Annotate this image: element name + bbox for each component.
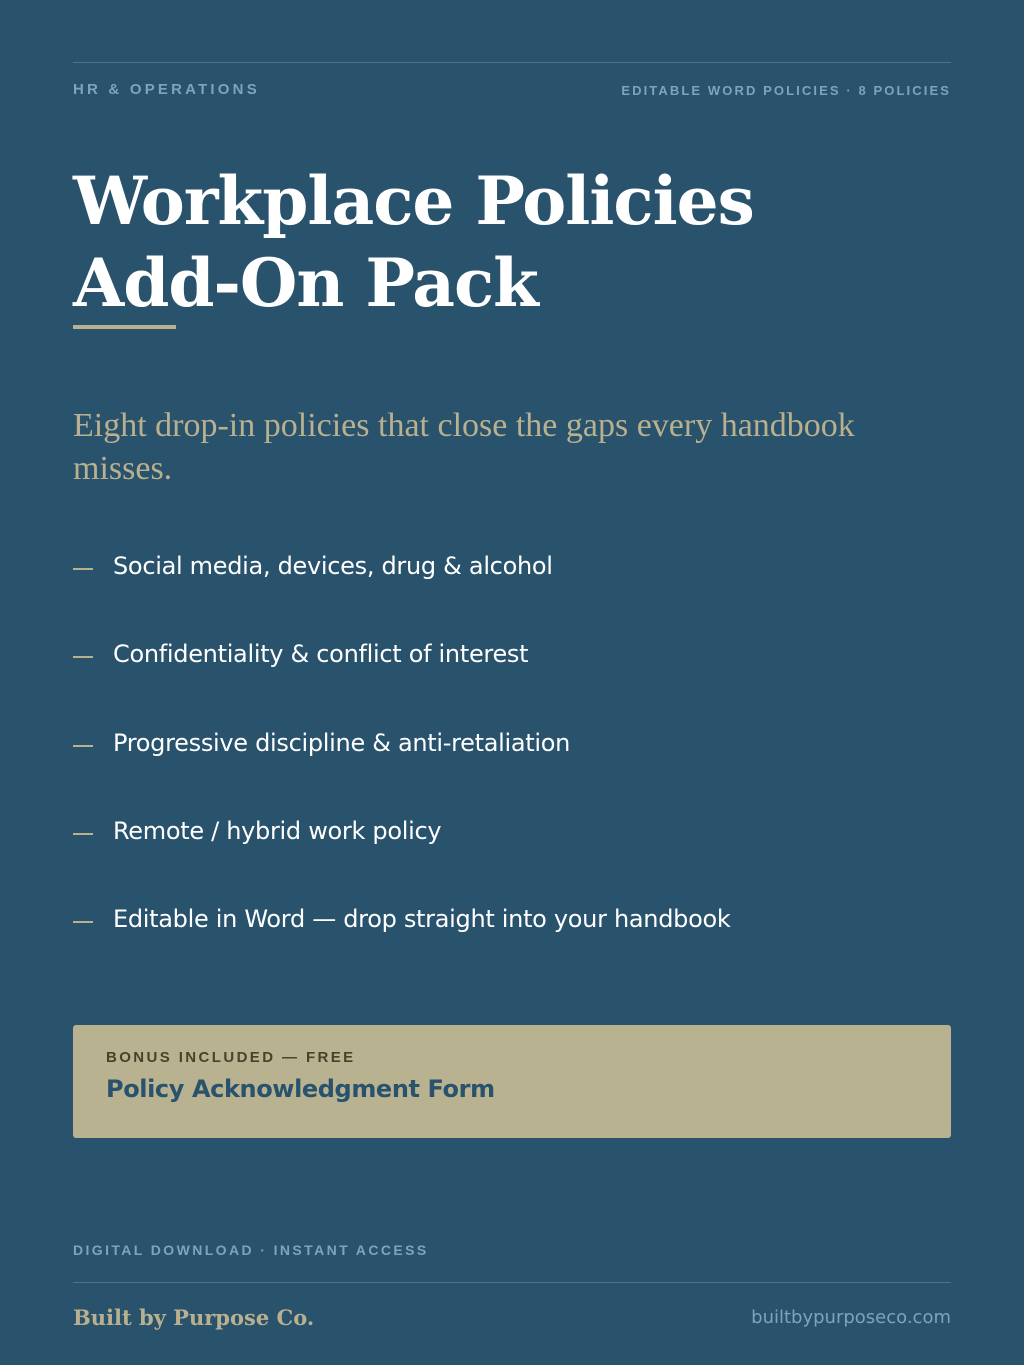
- format-eyebrow: EDITABLE WORD POLICIES · 8 POLICIES: [621, 83, 951, 98]
- product-cover: [73, 0, 951, 1365]
- title-line-1: Workplace Policies: [73, 162, 754, 240]
- title-line-2: Add-On Pack: [73, 244, 538, 322]
- dash-bullet-icon: [73, 921, 93, 923]
- feature-label: Confidentiality & conflict of interest: [113, 640, 529, 668]
- category-eyebrow: HR & OPERATIONS: [73, 81, 260, 98]
- access-note: DIGITAL DOWNLOAD · INSTANT ACCESS: [73, 1242, 429, 1258]
- dash-bullet-icon: [73, 833, 93, 835]
- bonus-callout: [73, 1025, 951, 1138]
- list-item: [73, 636, 951, 676]
- feature-label: Remote / hybrid work policy: [113, 817, 442, 845]
- brand-name: Built by Purpose Co.: [73, 1305, 315, 1330]
- title-underline-accent: [73, 325, 176, 329]
- list-item: [73, 813, 951, 853]
- feature-label: Social media, devices, drug & alcohol: [113, 552, 553, 580]
- bonus-eyebrow: BONUS INCLUDED — FREE: [106, 1049, 356, 1066]
- page-title: [73, 160, 754, 324]
- dash-bullet-icon: [73, 656, 93, 658]
- tagline: Eight drop-in policies that close the gaps every handbook misses.: [73, 407, 855, 487]
- website-link[interactable]: builtbypurposeco.com: [751, 1307, 951, 1328]
- list-item: [73, 548, 951, 588]
- top-divider: [73, 62, 951, 63]
- list-item: [73, 901, 951, 941]
- dash-bullet-icon: [73, 568, 93, 570]
- list-item: [73, 725, 951, 765]
- dash-bullet-icon: [73, 745, 93, 747]
- bonus-title: Policy Acknowledgment Form: [106, 1075, 495, 1103]
- feature-label: Progressive discipline & anti-retaliation: [113, 729, 571, 757]
- bottom-divider: [73, 1282, 951, 1283]
- feature-label: Editable in Word — drop straight into your handbook: [113, 905, 731, 933]
